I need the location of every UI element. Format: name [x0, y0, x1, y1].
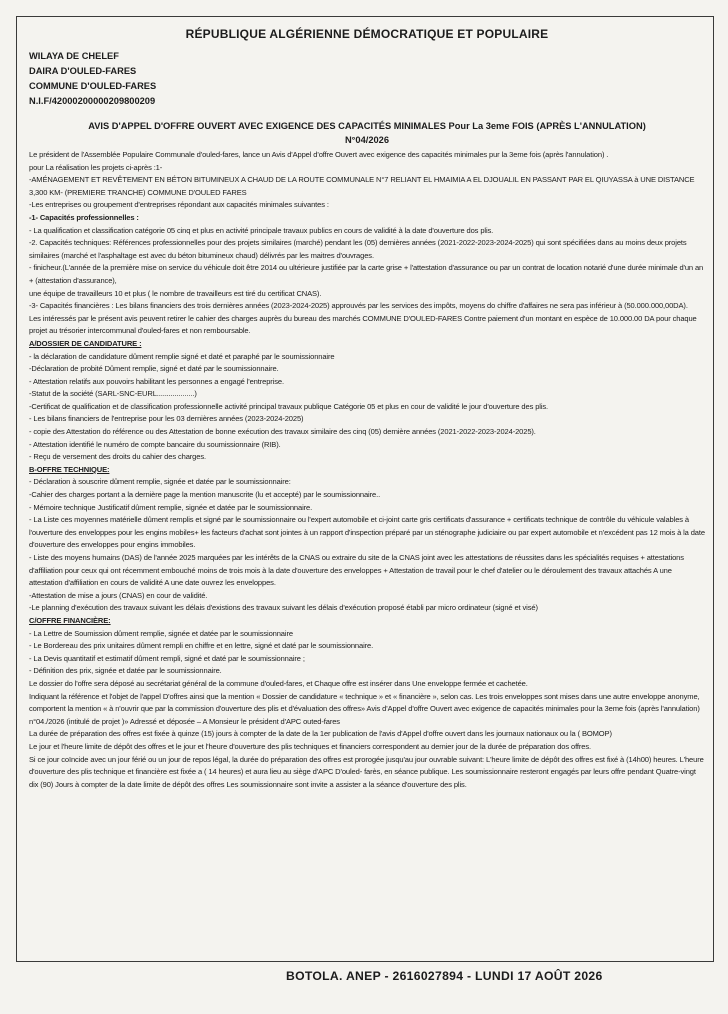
body-paragraph: - Liste des moyens humains (DAS) de l'année 2025 marquées par les intérêts de la CNAS ou extraire du site de la CNAS joint avec les attestations de réussites dans les spécialités requises + attestations d'affiliation pour ceux qui ont récemment embouché moins de trois mois à la date d'ouverture des enveloppes + Attestation de travail pour le chef d'atelier ou le déroulement des travaux attachés A une attestation d'affiliation en cours de validité A une date ouvrez les enveloppes. [29, 553, 684, 588]
notice-title: AVIS D'APPEL D'OFFRE OUVERT AVEC EXIGENCE DES CAPACITÉS MINIMALES Pour La 3eme FOIS (APRÈS L'ANNULATION) [88, 121, 646, 131]
admin-wilaya: WILAYA DE CHELEF [29, 51, 119, 61]
publication-footer: BOTOLA. ANEP - 2616027894 - LUNDI 17 AOÛT 2026 [286, 969, 603, 983]
body-paragraph: - finicheur.(L'année de la première mise on service du véhicule doit être 2014 ou ultérieure justifiée par la carte grise + l'attestation d'assurance ou par un contrat de location notarié d'une durée minimale d'un an + (attestation d'assurance), [29, 263, 704, 285]
body-paragraph: A/DOSSIER DE CANDIDATURE : [29, 338, 142, 348]
body-paragraph: - Attestation relatifs aux pouvoirs habilitant les personnes a engagé l'entreprise. [29, 376, 284, 386]
body-paragraph: Le président de l'Assemblée Populaire Communale d'ouled-fares, lance un Avis d'Appel d'offre Ouvert avec exigence des capacités minimales pur la 3eme fois (après l'annulation) . [29, 150, 609, 159]
body-paragraph: -3- Capacités financières : Les bilans financiers des trois dernières années (2023-2024-2025) approuvés par les services des impôts, moyens do chiffre d'affaires ne sera pas inférieur à (50.000.000,00DA). [29, 301, 688, 311]
body-paragraph: -AMÉNAGEMENT ET REVÊTEMENT EN BÉTON BITUMINEUX A CHAUD DE LA ROUTE COMMUNALE N°7 RELIANT EL HMAIMIA A EL DJOUALIL EN PASSANT PAR EL QIUYASSA à UNE DISTANCE 3,300 KM- (PREMIERE TRANCHE) COMMUNE D'OULED FARES [29, 175, 695, 197]
body-paragraph: - Les bilans financiers de l'entreprise pour les 03 dernières années (2023-2024-2025) [29, 414, 304, 424]
body-paragraph: C/OFFRE FINANCIÈRE: [29, 615, 111, 625]
body-paragraph: - La Liste ces moyennes matérielle dûment remplis et signé par le soumissionnaire ou l'expert automobile et ci-joint carte gris certificats d'assurance + certificats technique de contrôle du véhicule valables à l'ouverture des enveloppes pour les engins mobiles+ les facteurs d'achat sont jointes à un rapport d'inspection préparé par un sténographe judiciaire ou par expert automobile et n'excédent pas 12 mois à la date d'ouverture des enveloppes pour engins immobiles. [29, 515, 705, 550]
body-paragraph: n°04./2026 (intitulé de projet )» Adressé et déposée – A Monsieur le président d'APC outed-fares [29, 716, 340, 726]
body-paragraph: - La Lettre de Soumission dûment remplie, signée et datée par le soumissionnaire [29, 628, 293, 638]
body-paragraph: - Déclaration à souscrire dûment remplie, signée et datée par le soumissionnaire: [29, 477, 291, 487]
body-paragraph: - La qualification et classification catégorie 05 cinq et plus en activité principale travaux publics en cours de validité à la date d'ouverture dos plis. [29, 225, 494, 235]
body-paragraph: - Attestation identifié le numéro de compte bancaire du soumissionnaire (RIB). [29, 439, 281, 449]
body-paragraph: une équipe de travailleurs 10 et plus ( le nombre de travailleurs est tiré du certificat CNAS). [29, 288, 322, 298]
body-paragraph: B-OFFRE TECHNIQUE: [29, 464, 110, 474]
body-paragraph: -1- Capacités professionnelles : [29, 212, 139, 222]
body-paragraph: - la déclaration de candidature dûment remplie signé et daté et paraphé par le soumissionnaire [29, 351, 335, 361]
notice-body [29, 149, 705, 791]
body-paragraph: Si ce jour coïncide avec un jour férié ou un jour de repos légal, la durée do préparation des offres est prorogée jusqu'au jour ouvrable suivant: L'heure limite de dépôt des offres est fixé à (14h00) heures. L'heure d'ouverture des plis technique et financière est fixée a ( 14 heures) et aura lieu au siège d'APC D'ouled- farès, en séance publique. Les soumissionnaire resteront engagés par leurs offre pendant Quatre-vingt dix (90) Jours à compter de la date limite de dépôt des offres Les soumissionnaire sont invite a assister a la séance d'ouverture des plis. [29, 754, 704, 789]
body-paragraph: pour La réalisation les projets ci-après :1- [29, 162, 163, 172]
body-paragraph: -Statut de la société (SARL-SNC-EURL...................) [29, 389, 197, 399]
body-paragraph: Le dossier do l'offre sera déposé au secrétariat général de la commune d'ouled-fares, et Chaque offre est insérer dans Une enveloppe fermée et cachetée. [29, 678, 528, 688]
notice-number: N°04/2026 [344, 135, 390, 145]
body-paragraph: -Les entreprises ou groupement d'entreprises répondant aux capacités minimales suivantes : [29, 200, 329, 210]
body-paragraph: -Déclaration de probité Dûment remplie, signé et daté par le soumissionnaire. [29, 364, 279, 374]
body-paragraph: - Définition des prix, signée et datée par le soumissionnaire. [29, 666, 222, 676]
body-paragraph: -Certificat de qualification et de classification professionnelle activité principal travaux publique Catégorie 05 et plus en cour de validité le jour d'ouverture des plis. [29, 401, 549, 411]
body-paragraph: Indiquant la référence et l'objet de l'appel D'offres ainsi que la mention « Dossier de candidature « technique » et « financière », selon cas. Les trois enveloppes sont mises dans une autre enveloppe anonyme, comportent la mention « à n'ouvrir que par la commission d'ouverture des plis et d'évaluation des offres» Avis d'Appel d'offre Ouvert avec exigence de capacités minimales pour la 3eme fois (après l'annulation) [29, 691, 700, 714]
body-paragraph: -Cahier des charges portant a la dernière page la mention manuscrite (lu et accepté) par le soumissionnaire.. [29, 490, 381, 500]
body-paragraph: La durée de préparation des offres est fixée à quinze (15) jours à compter de la date de la 1er publication de l'avis d'Appel d'offre ouvert dans les journaux nationaux ou la ( BOMOP) [29, 729, 612, 739]
body-paragraph: - Mémoire technique Justificatif dûment remplie, signée et datée par le soumissionnaire. [29, 502, 313, 512]
body-paragraph: -Le planning d'exécution des travaux suivant les délais d'existions des travaux suivant les délais d'exécution proposé établi par micro ordinateur (signé et visé) [29, 603, 538, 613]
body-paragraph: - copie des Attestation do référence ou des Attestation de bonne exécution des travaux similaire des cinq (05) dernière années (2021-2022-2023-2024-2025). [29, 427, 536, 437]
body-paragraph: - Le Bordereau des prix unitaires dûment rempli en chiffre et en lettre, signé et daté par le soumissionnaire. [29, 641, 374, 651]
admin-block [29, 49, 705, 109]
body-paragraph: Le jour et l'heure limite de dépôt des offres et le jour et l'heure d'ouverture des plis techniques et financiers correspondent au dernier jour de la durée de préparation dos offres. [29, 741, 591, 751]
republic-title: RÉPUBLIQUE ALGÉRIENNE DÉMOCRATIQUE ET POPULAIRE [185, 27, 549, 41]
body-paragraph: - La Devis quantitatif et estimatif dûment rempli, signé et daté par le soumissionnaire ; [29, 653, 305, 663]
body-paragraph: - Reçu de versement des droits du cahier des charges. [29, 452, 206, 462]
body-paragraph: -2. Capacités techniques: Références professionnelles pour des projets similaires (marché) pendant les (05) dernières années (2021-2022-2023-2024-2025) qui sont spécifiées dans au moins deux projets similaires (marché et l'asphaltage est avec du béton bitumineux chaud) délivrés par les maitres d'ouvrages. [29, 238, 687, 260]
admin-daira: DAIRA D'OULED-FARES [29, 66, 137, 76]
admin-commune: COMMUNE D'OULED-FARES [29, 81, 157, 91]
admin-nif: N.I.F/42000200000209800209 [29, 96, 156, 106]
notice-frame [16, 16, 714, 962]
body-paragraph: Les intéressés par le présent avis peuvent retirer le cahier des charges auprès du bureau des marchés COMMUNE D'OULED-FARES Contre paiement d'un montant en espèce de 10.000.00 DA pour chaque projet au trésorier intercommunal d'ouled-fares et non remboursable. [29, 313, 697, 336]
body-paragraph: -Attestation de mise a jours (CNAS) en cour de validité. [29, 590, 208, 600]
